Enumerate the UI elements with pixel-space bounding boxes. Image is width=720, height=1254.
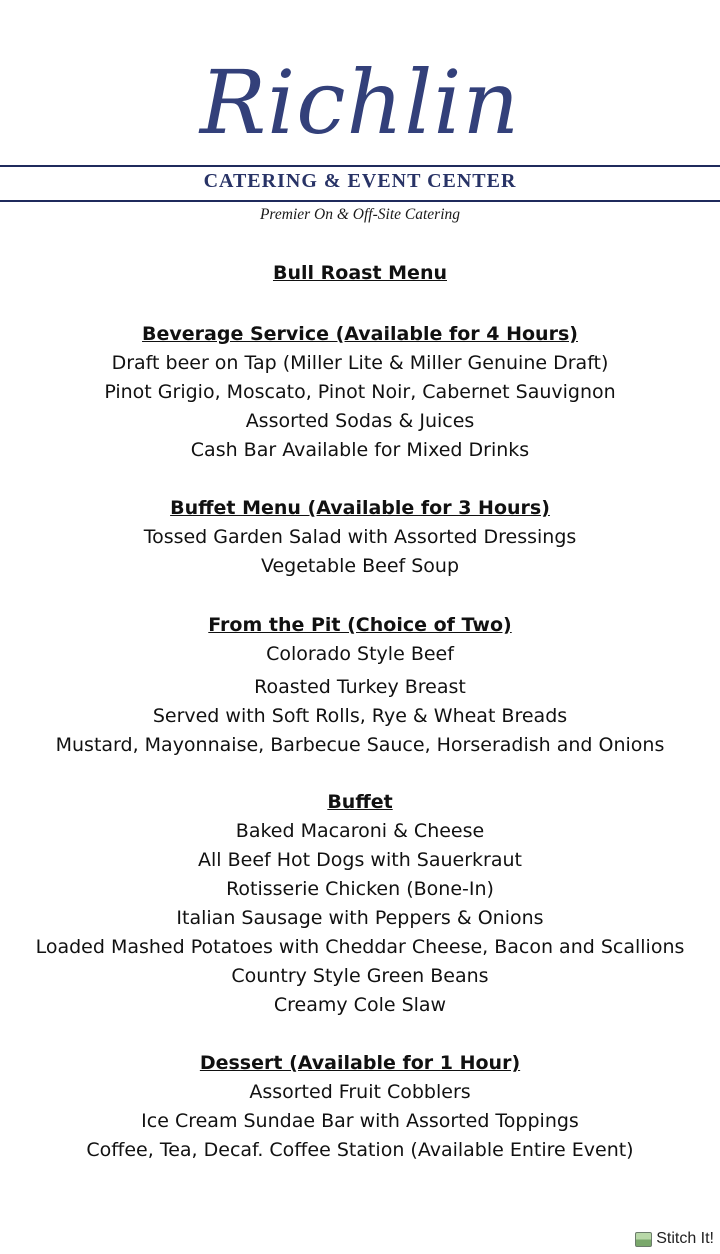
- menu-item: Italian Sausage with Peppers & Onions: [176, 907, 544, 929]
- company-subtitle: CATERING & EVENT CENTER: [203, 170, 517, 192]
- header-rule-top: [0, 165, 720, 167]
- section-dessert: [0, 1049, 720, 1165]
- menu-item: Draft beer on Tap (Miller Lite & Miller Genuine Draft): [111, 352, 609, 374]
- menu-item: Assorted Sodas & Juices: [245, 410, 475, 432]
- section-heading: Buffet: [327, 791, 393, 813]
- logo-text: Richlin: [199, 51, 521, 154]
- menu-title: Bull Roast Menu: [272, 262, 447, 284]
- menu-item: Country Style Green Beans: [231, 965, 489, 987]
- stitch-it-badge: [635, 1230, 714, 1248]
- menu-item: Rotisserie Chicken (Bone-In): [226, 878, 494, 900]
- menu-item: Assorted Fruit Cobblers: [249, 1081, 471, 1103]
- menu-item: All Beef Hot Dogs with Sauerkraut: [198, 849, 522, 871]
- section-buffet-menu: [0, 494, 720, 581]
- stitch-it-label: Stitch It!: [656, 1230, 714, 1247]
- menu-item: Colorado Style Beef: [266, 643, 454, 665]
- header-rule-bottom: [0, 200, 720, 202]
- menu-item: Served with Soft Rolls, Rye & Wheat Breads: [152, 705, 568, 727]
- menu-item: Cash Bar Available for Mixed Drinks: [190, 439, 530, 461]
- section-heading: Beverage Service (Available for 4 Hours): [142, 323, 578, 345]
- section-heading: From the Pit (Choice of Two): [208, 614, 512, 636]
- menu-item: Mustard, Mayonnaise, Barbecue Sauce, Horseradish and Onions: [55, 734, 665, 756]
- menu-item: Pinot Grigio, Moscato, Pinot Noir, Cabernet Sauvignon: [104, 381, 616, 403]
- menu-item: Coffee, Tea, Decaf. Coffee Station (Available Entire Event): [86, 1139, 634, 1161]
- menu-item: Tossed Garden Salad with Assorted Dressings: [143, 526, 577, 548]
- section-heading: Buffet Menu (Available for 3 Hours): [170, 497, 550, 519]
- menu-item: Roasted Turkey Breast: [254, 676, 466, 698]
- menu-item: Loaded Mashed Potatoes with Cheddar Cheese, Bacon and Scallions: [35, 936, 685, 958]
- logo: [0, 48, 720, 158]
- menu-item: Baked Macaroni & Cheese: [235, 820, 485, 842]
- stitch-icon: [635, 1232, 652, 1247]
- company-tagline: Premier On & Off-Site Catering: [259, 206, 461, 223]
- section-from-the-pit: [0, 611, 720, 760]
- section-buffet: [0, 788, 720, 1020]
- menu-item: Vegetable Beef Soup: [260, 555, 460, 577]
- menu-item: Creamy Cole Slaw: [273, 994, 447, 1016]
- menu-item: Ice Cream Sundae Bar with Assorted Toppings: [141, 1110, 579, 1132]
- section-beverage-service: [0, 320, 720, 465]
- section-heading: Dessert (Available for 1 Hour): [199, 1052, 521, 1074]
